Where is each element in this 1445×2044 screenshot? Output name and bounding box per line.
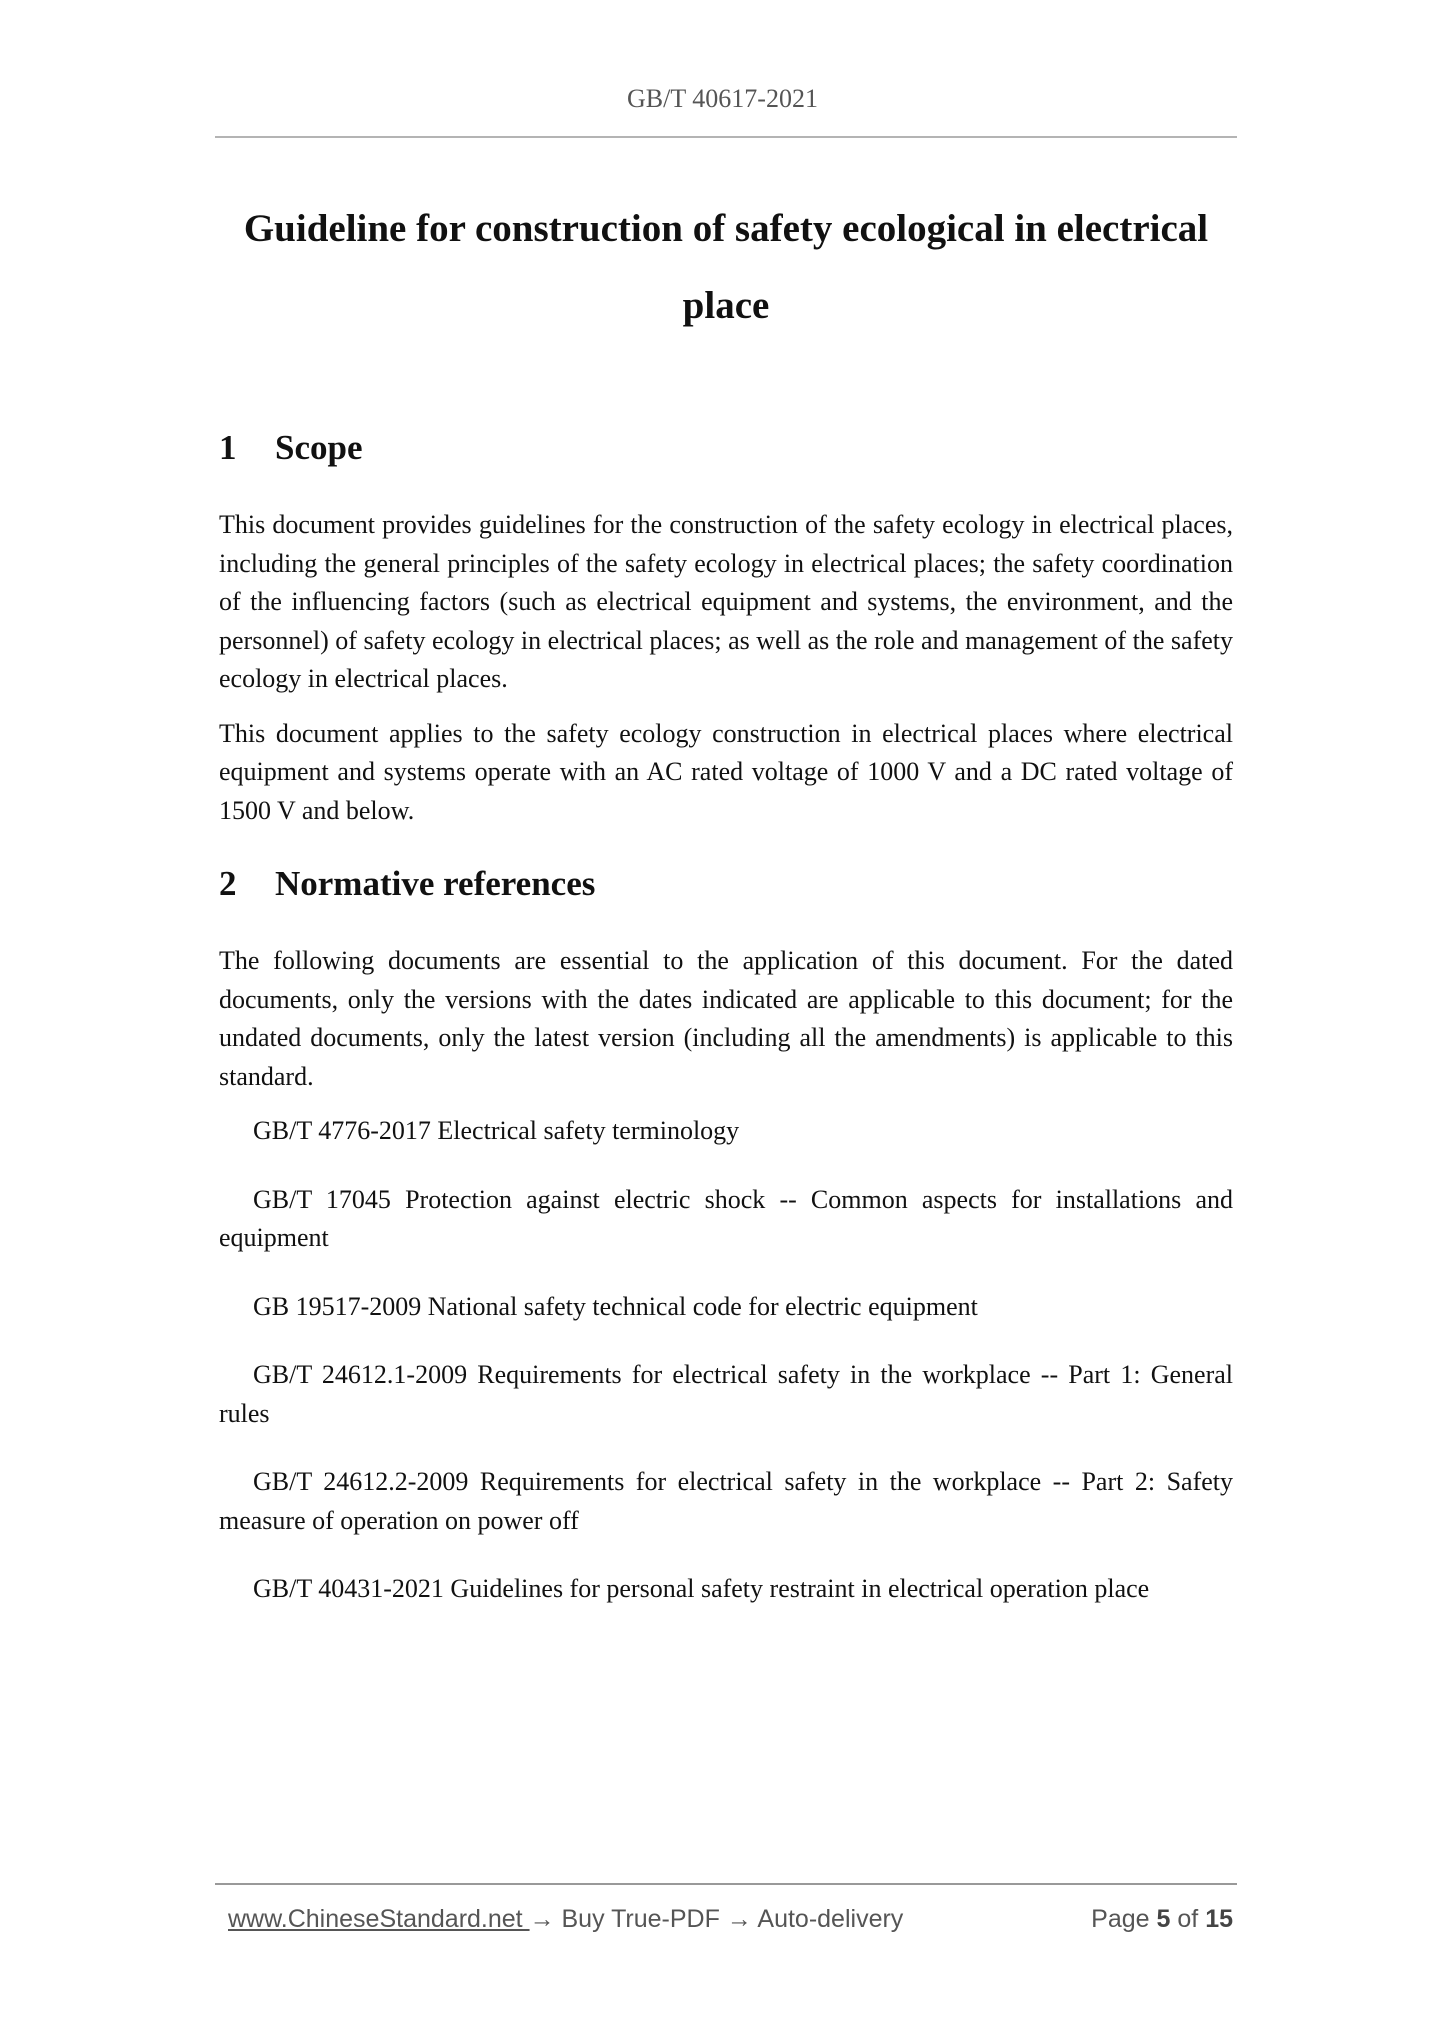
section-number: 2 xyxy=(219,864,237,903)
scope-paragraph-2: This document applies to the safety ecology construction in electrical places where electrical equipment and systems operate with an AC rated voltage of 1000 V and a DC rated voltage of 1500 V and below. xyxy=(219,718,1233,825)
chinesestandard-link[interactable]: www.ChineseStandard.net xyxy=(228,1905,530,1933)
normative-intro-paragraph: The following documents are essential to the application of this document. For the dated documents, only the versions with the dates indicated are applicable to this document; for the undated documents, only the latest version (including all the amendments) is applicable to this standard. xyxy=(219,946,1233,1091)
section-heading-normative-references xyxy=(219,856,1233,912)
page-footer xyxy=(228,1905,1233,1945)
reference-item: GB/T 24612.1-2009 Requirements for electrical safety in the workplace -- Part 1: General rules xyxy=(219,1360,1233,1428)
section-title: Normative references xyxy=(275,864,596,903)
reference-item: GB 19517-2009 National safety technical code for electric equipment xyxy=(253,1291,978,1321)
page-of: of xyxy=(1177,1905,1199,1933)
page-total: 15 xyxy=(1205,1905,1233,1933)
scope-paragraph-1: This document provides guidelines for the construction of the safety ecology in electrical places, including the general principles of the safety ecology in electrical places; the safety coordination of the influencing factors (such as electrical equipment and systems, the environment, and the personnel) of safety ecology in electrical places; as well as the role and management of the safety ecology in electrical places. xyxy=(219,510,1233,693)
page-label: Page xyxy=(1091,1905,1150,1933)
auto-delivery-text: Auto-delivery xyxy=(751,1905,904,1933)
reference-item: GB/T 40431-2021 Guidelines for personal safety restraint in electrical operation place xyxy=(253,1574,1150,1603)
header-rule xyxy=(215,136,1237,138)
buy-true-pdf-text: Buy True-PDF xyxy=(554,1905,727,1933)
reference-item: GB/T 17045 Protection against electric shock -- Common aspects for installations and equipment xyxy=(219,1184,1233,1252)
arrow-right-icon: → xyxy=(529,1905,555,1933)
footer-promo xyxy=(228,1905,903,1934)
page-number xyxy=(1091,1905,1233,1934)
section-number: 1 xyxy=(219,428,237,467)
document-title xyxy=(215,190,1237,344)
reference-item: GB/T 4776-2017 Electrical safety terminology xyxy=(253,1116,740,1145)
title-line-1: Guideline for construction of safety ecological in electrical xyxy=(243,207,1209,250)
reference-item: GB/T 24612.2-2009 Requirements for electrical safety in the workplace -- Part 2: Safety measure of operation on power off xyxy=(219,1467,1233,1535)
section-heading-scope xyxy=(219,420,1233,476)
running-header: GB/T 40617-2021 xyxy=(627,84,818,113)
arrow-right-icon: → xyxy=(726,1905,752,1933)
title-line-2: place xyxy=(682,284,770,327)
section-title: Scope xyxy=(275,428,363,467)
document-body xyxy=(219,420,1233,1609)
footer-rule xyxy=(215,1883,1237,1885)
page-current: 5 xyxy=(1156,1905,1171,1933)
